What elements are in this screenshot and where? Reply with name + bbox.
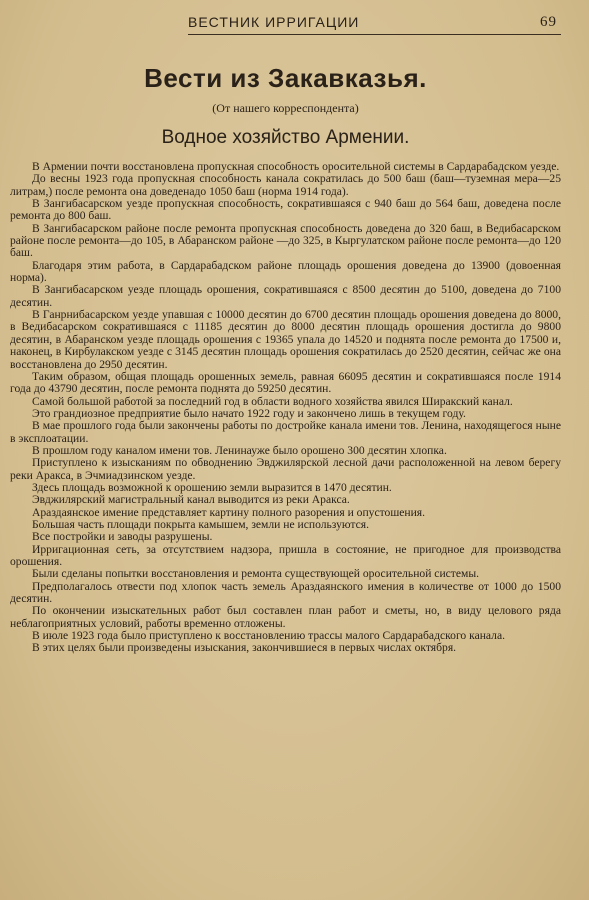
paragraph: В Зангибасарском уезде площадь орошения, сократившаяся с 8500 десятин до 5100, доведена до 7100 десятин. (10, 283, 561, 309)
article-byline: (От нашего корреспондента) (212, 101, 359, 115)
paragraph: Были сделаны попытки восстановления и ремонта существующей оросительной системы. (32, 567, 480, 581)
paragraph: В прошлом году каналом имени тов. Ленинауже было орошено 300 десятин хлопка. (32, 443, 447, 457)
paragraph: Это грандиозное предприятие было начато 1922 году и закончено лишь в текущем году. (32, 406, 466, 420)
paragraph: Приступлено к изысканиям по обводнению Эвджилярской лесной дачи расположенной на левом берегу реки Аракса, в Эчмиадзинском уезде. (10, 456, 561, 482)
paragraph: Эвджилярский магистральный канал выводится из реки Аракса. (32, 493, 350, 507)
paragraph: В Зангибасарском уезде пропускная способность, сократившаяся с 940 баш до 564 баш, доведена после ремонта до 800 баш. (10, 197, 561, 223)
header-rule (188, 34, 561, 35)
paragraph: Предполагалось отвести под хлопок часть земель Араздаянского имения в количестве от 1000 до 1500 десятин. (10, 579, 561, 606)
paragraph: В Ганрнибасарском уезде упавшая с 10000 десятин до 6700 десятин площадь орошения доведена до 8000, в Ведибасарском сократившаяся с 11185 десятин до 8000 десятин площадь орошения достигла до 9800 десятин, в Абаранском уезде площадь орошения с 19365 упала до 14520 и поднята после ремонта до 17500 и, наконец, в Кирбулакском уезде с 3145 десятин площадь орошения сократилась до 2520 десятин, сейчас же она восстановлена до 2950 десятин. (10, 308, 561, 371)
paragraph: Араздаянское имение представляет картину полного разорения и опустошения. (32, 505, 426, 519)
paragraph: В Армении почти восстановлена пропускная способность оросительной системы в Сардарабадском уезде. (32, 160, 560, 173)
paragraph: Все постройки и заводы разрушены. (32, 530, 213, 544)
running-header (10, 14, 561, 30)
paragraph: В Зангибасарском районе после ремонта пропускная способность доведена до 320 баш, в Ведибасарском районе после ремонта—до 105, в Абаранском районе —до 325, в Кыргулатском районе после ремонта—до 120 баш. (10, 221, 561, 260)
paragraph: По окончении изыскательных работ был составлен план работ и сметы, но, в виду целового ряда неблагоприятных условий, работы временно отложены. (10, 604, 561, 630)
paragraph: Большая часть площади покрыта камышем, земли не используются. (32, 517, 370, 531)
paragraph: В этих целях были произведены изыскания, закончившиеся в первых числах октября. (32, 641, 457, 655)
journal-title: ВЕСТНИК ИРРИГАЦИИ (188, 14, 360, 30)
paragraph: Благодаря этим работа, в Сардарабадском районе площадь орошения доведена до 13900 (довоенная норма). (10, 258, 561, 285)
page-number: 69 (540, 14, 557, 30)
article-title: Вести из Закавказья. (144, 63, 427, 93)
paragraph: Ирригационная сеть, за отсутствием надзора, пришла в состояние, не пригодное для производства орошения. (10, 542, 561, 568)
paragraph: Здесь площадь возможной к орошению земли выразится в 1470 десятин. (32, 480, 392, 494)
paragraph: В июле 1923 года было приступлено к восстановлению трассы малого Сардарабадского канала. (32, 629, 506, 643)
article-subtitle: Водное хозяйство Армении. (161, 127, 410, 148)
article-body (10, 161, 561, 655)
paragraph: Таким образом, общая площадь орошенных земель, равная 66095 десятин и сократившаяся после 1914 года до 43790 десятин, после ремонта поднята до 59250 десятин. (10, 369, 561, 396)
paragraph: В мае прошлого года были закончены работы по достройке канала имени тов. Ленина, находящегося ныне в эксплоатации. (10, 419, 561, 445)
paragraph: До весны 1923 года пропускная способность канала сократилась до 500 баш (баш—туземная мера—25 литрам,) после ремонта она доведенадо 1050 баш (норма 1914 года). (10, 172, 561, 198)
paragraph: Самой большой работой за последний год в области водного хозяйства явился Ширакский канал. (32, 394, 513, 408)
